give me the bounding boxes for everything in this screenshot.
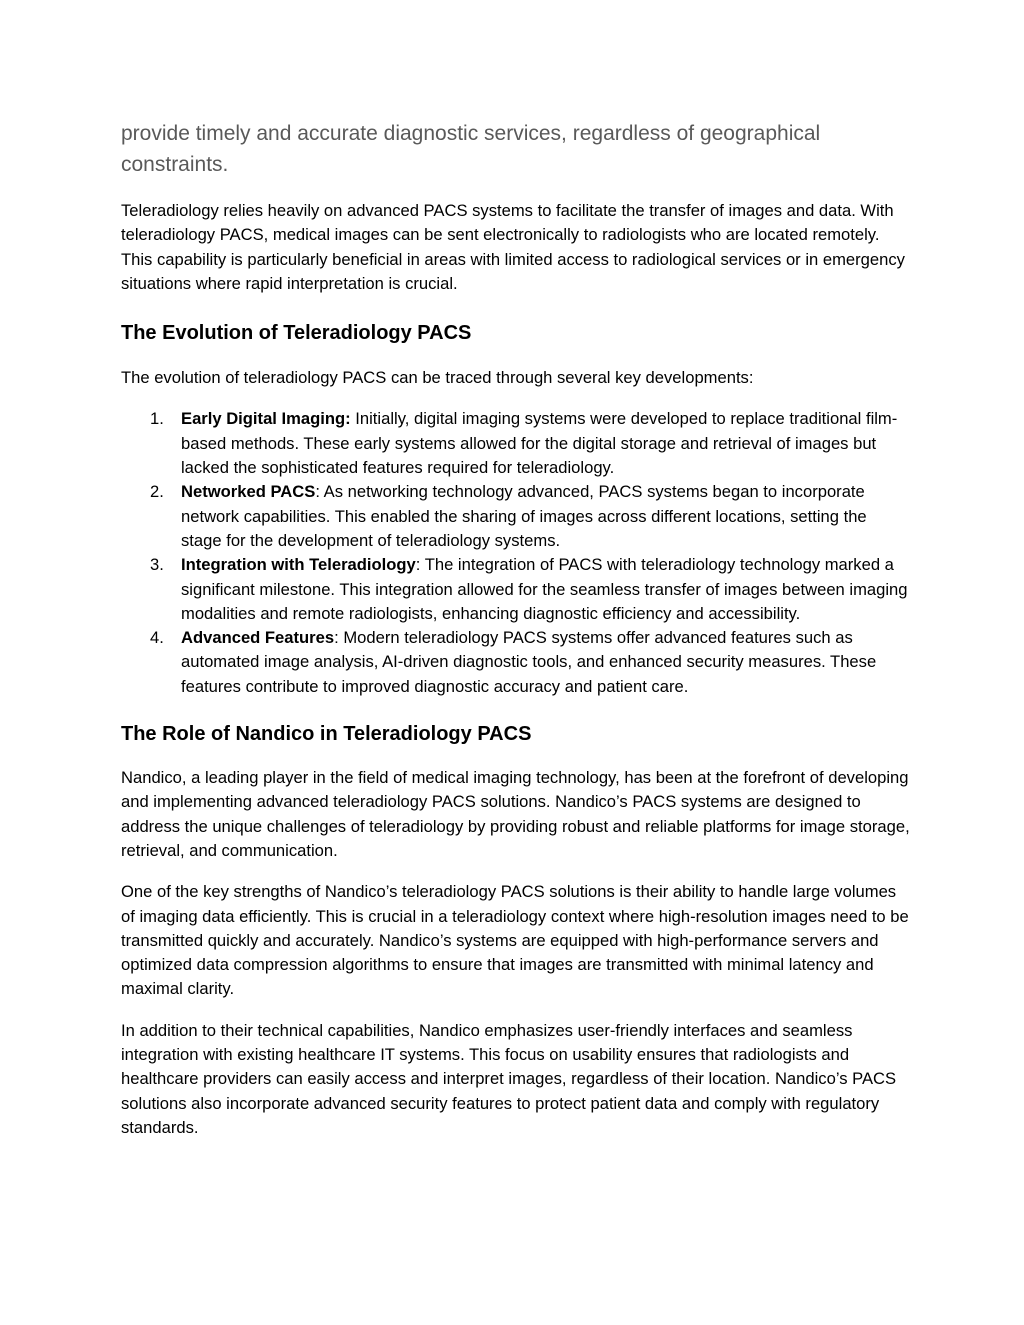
list-text: : Modern teleradiology PACS systems offer advanced features such as automated image analysis, AI-driven diagnostic tools, and enhanced security measures. These features contribute to improved diagnostic accuracy and patient care. [181,628,877,696]
nandico-paragraph-1: Nandico, a leading player in the field of medical imaging technology, has been at the forefront of developing and implementing advanced teleradiology PACS solutions. Nandico’s PACS systems are designed to address the unique challenges of teleradiology by providing robust and reliable platforms for image storage, retrieval, and communication. [121,768,910,860]
lead-paragraph: provide timely and accurate diagnostic services, regardless of geographical constraints. [121,122,821,176]
list-text: : As networking technology advanced, PACS systems began to incorporate network capabilities. This enabled the sharing of images across different locations, setting the stage for the development of teleradiology systems. [181,482,867,550]
list-item [121,480,911,553]
developments-list [121,407,911,699]
section-heading-nandico: The Role of Nandico in Teleradiology PACS [121,723,532,746]
list-item [121,626,911,699]
nandico-paragraph-3: In addition to their technical capabilities, Nandico emphasizes user-friendly interfaces and seamless integration with existing healthcare IT systems. This focus on usability ensures that radiologists and healthcare providers can easily access and interpret images, regardless of their location. Nandico’s PACS solutions also incorporate advanced security features to protect patient data and comply with regulatory standards. [121,1020,897,1137]
list-number: 2. [150,482,164,502]
list-term: Networked PACS [181,482,316,502]
list-text: Initially, digital imaging systems were developed to replace traditional film-based methods. These early systems allowed for the digital storage and retrieval of images but lacked the sophisticated features required for teleradiology. [181,409,898,478]
list-term: Integration with Teleradiology [181,555,416,575]
list-term: Advanced Features [181,628,335,648]
list-number: 1. [150,409,164,429]
list-text: : The integration of PACS with teleradiology technology marked a significant milestone. This integration allowed for the seamless transfer of images between imaging modalities and remote radiologists, enhancing diagnostic efficiency and accessibility. [181,555,908,623]
section-heading-evolution: The Evolution of Teleradiology PACS [121,322,472,345]
document-page [121,118,911,1157]
evolution-intro: The evolution of teleradiology PACS can be traced through several key developments: [121,368,754,388]
nandico-paragraph-2: One of the key strengths of Nandico’s teleradiology PACS solutions is their ability to handle large volumes of imaging data efficiently. This is crucial in a teleradiology context where high-resolution images need to be transmitted quickly and accurately. Nandico’s systems are equipped with high-performance servers and optimized data compression algorithms to ensure that images are transmitted with minimal latency and maximal clarity. [121,882,909,999]
intro-paragraph: Teleradiology relies heavily on advanced PACS systems to facilitate the transfer of images and data. With teleradiology PACS, medical images can be sent electronically to radiologists who are located remotely. This capability is particularly beneficial in areas with limited access to radiological services or in emergency situations where rapid interpretation is crucial. [121,201,905,293]
list-number: 3. [150,555,164,575]
list-item [121,553,911,626]
list-item [121,407,911,480]
list-number: 4. [150,628,164,648]
list-term: Early Digital Imaging: [181,409,351,429]
